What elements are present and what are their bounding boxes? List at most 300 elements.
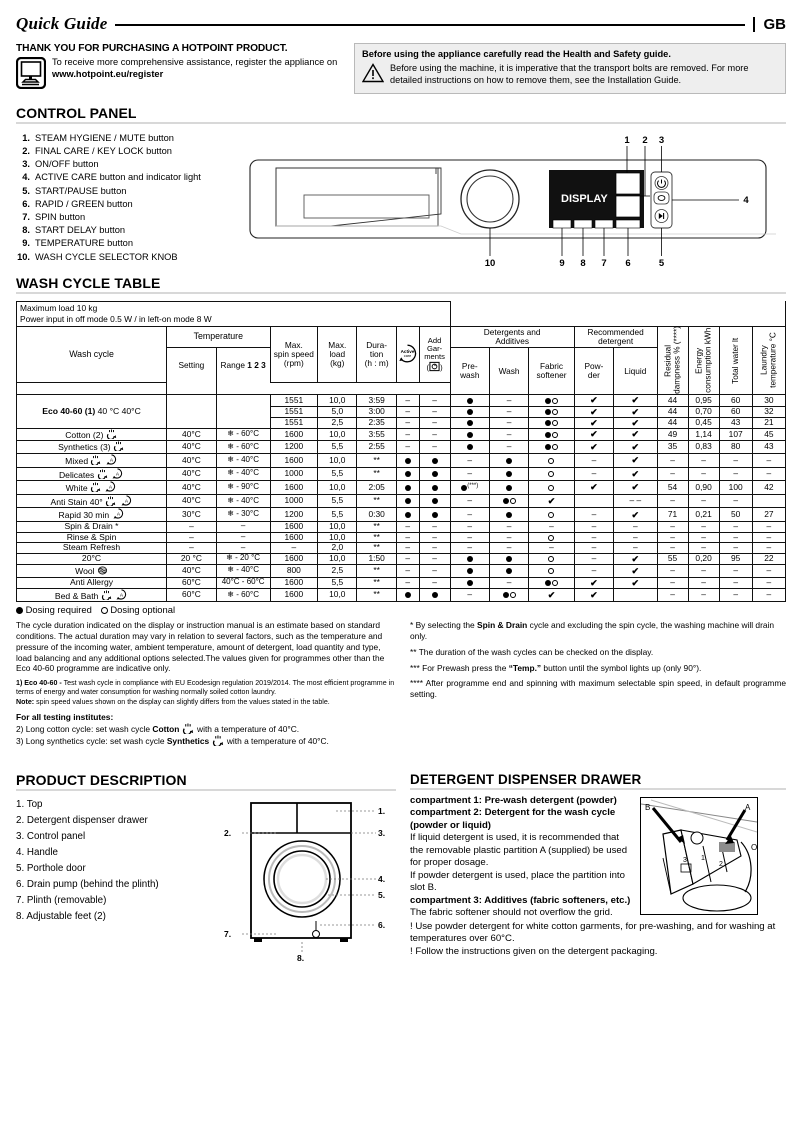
spin-speed-cell: – (270, 543, 318, 554)
liquid-cell: – (614, 532, 657, 543)
svg-text:4: 4 (743, 194, 749, 206)
cycle-name-cell: White A (17, 481, 167, 495)
th-duration: Dura- tion (h : m) (357, 326, 396, 383)
laundry-temp-cell: 43 (752, 441, 785, 454)
th-temperature: Temperature (167, 326, 270, 348)
energy-cell: 0,70 (688, 406, 719, 417)
wash-cell: – (489, 428, 528, 441)
setting-cell: 40°C (167, 441, 217, 454)
register-text: To receive more comprehensive assistance, register the appliance on (52, 57, 338, 67)
energy-cell: – (688, 577, 719, 588)
item-number: 4. (22, 172, 30, 183)
max-load-cell: 5,5 (318, 577, 357, 588)
th-max-load: Max. load (kg) (318, 326, 357, 383)
item-number: 10. (17, 251, 30, 262)
duration-cell: 2:35 (357, 417, 396, 428)
residual-dampness-cell: 54 (657, 481, 688, 495)
energy-cell: 0,83 (688, 441, 719, 454)
liquid-cell: ✔ (614, 553, 657, 564)
control-panel-item (16, 224, 246, 237)
add-garments-icon: ( ) (426, 363, 443, 373)
note-duration-display: ** The duration of the wash cycles can be checked on the display. (410, 646, 654, 657)
fabric-softener-cell (529, 467, 575, 481)
item-label: TEMPERATURE button (35, 238, 133, 249)
table-row (17, 577, 786, 588)
max-load-cell: 5,5 (318, 467, 357, 481)
max-load-cell: 5,5 (318, 508, 357, 522)
powder-cell: ✔ (574, 481, 613, 495)
active-care-cell (396, 481, 419, 495)
note-long-synthetics: 3) Long synthetics cycle: set wash cycle Synthetics with a temperature of 40°C. (16, 736, 329, 747)
powder-cell: – (574, 522, 613, 533)
th-setting: Setting (167, 348, 217, 383)
item-number: 2. (22, 146, 30, 157)
fabric-softener-cell (529, 508, 575, 522)
duration-cell: 2:55 (357, 441, 396, 454)
water-cell: 43 (719, 417, 752, 428)
cycle-name-cell: Rapid 30 min A (17, 508, 167, 522)
section-divider (16, 122, 786, 124)
drawer-label-b: B (645, 802, 651, 812)
laundry-temp-cell: 27 (752, 508, 785, 522)
laundry-temp-cell: – (752, 522, 785, 533)
cycle-name-cell: Delicates A (17, 467, 167, 481)
powder-cell: ✔ (574, 395, 613, 406)
svg-text:A: A (124, 499, 128, 505)
table-row (17, 494, 786, 508)
safety-callout (354, 43, 786, 94)
energy-cell: – (688, 532, 719, 543)
table-row (17, 428, 786, 441)
table-row (17, 565, 786, 578)
liquid-cell: ✔ (614, 428, 657, 441)
prewash-cell (450, 577, 489, 588)
energy-cell: 0,20 (688, 553, 719, 564)
setting-cell: 40°C (167, 494, 217, 508)
active-care-cell (396, 588, 419, 602)
energy-cell: – (688, 467, 719, 481)
max-load-cell: 2,5 (318, 417, 357, 428)
liquid-cell: – (614, 543, 657, 554)
water-cell: 80 (719, 441, 752, 454)
svg-text:9: 9 (559, 257, 565, 269)
thank-you-block (16, 43, 342, 94)
max-load-cell: 10,0 (318, 428, 357, 441)
add-garments-cell: – (419, 522, 450, 533)
wash-cell (489, 494, 528, 508)
wash-cell: – (489, 543, 528, 554)
max-load-cell: 2,5 (318, 565, 357, 578)
energy-cell: – (688, 543, 719, 554)
fabric-softener-cell (529, 481, 575, 495)
setting-cell: 30°C (167, 508, 217, 522)
liquid-cell: ✔ (614, 406, 657, 417)
table-row (17, 441, 786, 454)
spin-speed-cell: 1600 (270, 453, 318, 467)
th-prewash: Pre- wash (450, 348, 489, 395)
table-row (17, 481, 786, 495)
duration-cell: ** (357, 494, 396, 508)
th-max-spin: Max. spin speed (rpm) (270, 326, 318, 383)
active-care-cell: – (396, 565, 419, 578)
item-number: 9. (22, 238, 30, 249)
wash-cell: – (489, 532, 528, 543)
powder-cell: – (574, 543, 613, 554)
water-cell: 100 (719, 481, 752, 495)
fabric-softener-cell: – (529, 522, 575, 533)
residual-dampness-cell: 44 (657, 417, 688, 428)
th-total-water: Total water lt (719, 326, 752, 395)
powder-cell: – (574, 532, 613, 543)
svg-text:A: A (120, 593, 124, 599)
range-cell: ❄ - 60°C (216, 428, 270, 441)
svg-text:2: 2 (642, 134, 648, 146)
prewash-cell: – (450, 494, 489, 508)
wash-cell (489, 588, 528, 602)
compartment-3-label: compartment 3: Additives (fabric softeners, etc.) (410, 894, 631, 906)
power-input-info: Power input in off mode 0.5 W / in left-on mode 8 W (20, 313, 212, 324)
th-setting-spacer (17, 383, 167, 395)
wash-cycle-table (16, 301, 786, 603)
spin-speed-cell: 1600 (270, 481, 318, 495)
add-garments-cell (419, 453, 450, 467)
cycle-name-cell: Steam Refresh (17, 543, 167, 554)
fabric-softener-cell (529, 577, 575, 588)
range-cell: ❄ - 30°C (216, 508, 270, 522)
washing-machine-diagram (216, 791, 396, 968)
control-panel-item (16, 158, 246, 171)
max-load-cell: 5,5 (318, 494, 357, 508)
control-panel-legend (16, 132, 246, 264)
laundry-temp-cell: – (752, 532, 785, 543)
th-fabric-softener: Fabric softener (529, 348, 575, 395)
control-panel-diagram (246, 132, 786, 269)
duration-cell: ** (357, 467, 396, 481)
active-care-cell: – (396, 395, 419, 406)
note-long-cotton: 2) Long cotton cycle: set wash cycle Cotton with a temperature of 40°C. (16, 724, 300, 735)
product-description-title: PRODUCT DESCRIPTION (16, 771, 187, 788)
duration-cell: 2:05 (357, 481, 396, 495)
add-garments-cell: – (419, 428, 450, 441)
duration-cell: ** (357, 588, 396, 602)
testing-institutes-title: For all testing institutes: (16, 711, 114, 722)
duration-cell: ** (357, 577, 396, 588)
add-garments-cell: – (419, 577, 450, 588)
table-row (17, 467, 786, 481)
spin-speed-cell: 1600 (270, 532, 318, 543)
duration-cell: ** (357, 532, 396, 543)
detergent-drawer-section (410, 761, 786, 968)
svg-text:2.: 2. (224, 827, 232, 838)
compartment-2-body-2: If powder detergent is used, place the partition into slot B. (410, 869, 625, 894)
svg-text:7.: 7. (224, 928, 232, 939)
svg-text:3: 3 (658, 134, 665, 146)
prewash-cell (450, 553, 489, 564)
th-recommended-detergent: Recommended detergent (574, 326, 657, 348)
active-care-cell: – (396, 441, 419, 454)
wash-cell (489, 453, 528, 467)
item-label: START DELAY button (35, 225, 126, 236)
prewash-cell (450, 428, 489, 441)
water-cell: 60 (719, 406, 752, 417)
add-garments-cell: – (419, 543, 450, 554)
water-cell: – (719, 467, 752, 481)
fabric-softener-cell (529, 441, 575, 454)
range-cell: ❄ - 90°C (216, 481, 270, 495)
spin-speed-cell: 1600 (270, 577, 318, 588)
language-code: GB (753, 17, 787, 32)
water-cell: – (719, 577, 752, 588)
energy-cell: – (688, 588, 719, 602)
water-cell: 107 (719, 428, 752, 441)
item-label: WASH CYCLE SELECTOR KNOB (35, 251, 178, 262)
energy-cell: – (688, 565, 719, 578)
svg-text:1: 1 (624, 134, 630, 146)
setting-cell: – (167, 543, 217, 554)
cycle-name-cell: Mixed A (17, 453, 167, 467)
energy-cell: – (688, 494, 719, 508)
item-label: RAPID / GREEN button (35, 198, 133, 209)
compartment-2-body: If liquid detergent is used, it is recommended that the removable plastic partition A (supplied) be used for proper dosage. (410, 832, 628, 869)
note-prewash: *** For Prewash press the “Temp.” button until the symbol lights up (only 90°). (410, 662, 702, 673)
detergent-drawer-image (640, 797, 758, 915)
item-number: 8. (22, 225, 30, 236)
control-panel-item (16, 132, 246, 145)
powder-cell: ✔ (574, 428, 613, 441)
product-description-item: 2. Detergent dispenser drawer (16, 814, 148, 826)
powder-cell: ✔ (574, 577, 613, 588)
wash-cell: – (489, 577, 528, 588)
residual-dampness-cell: 49 (657, 428, 688, 441)
laundry-temp-cell: 30 (752, 395, 785, 406)
water-cell: 95 (719, 553, 752, 564)
svg-text:DISPLAY: DISPLAY (561, 192, 608, 205)
steam-icon (212, 736, 225, 746)
liquid-cell: ✔ (614, 577, 657, 588)
note-duration: The cycle duration indicated on the display or instruction manual is an estimate based on standard conditions. The actual duration may vary in relation to several factors, such as the temperature and pressure of the incoming water, ambient temperature, amount of detergent, load quantity and type, load balancing and any additional options selected.The values given for programmes other than the Eco 40-60 programme are indicative only. (16, 620, 385, 674)
powder-cell (574, 494, 613, 508)
cycle-name-cell: Spin & Drain * (17, 522, 167, 533)
residual-dampness-cell: – (657, 543, 688, 554)
laundry-temp-cell: 32 (752, 406, 785, 417)
duration-cell: 1:50 (357, 553, 396, 564)
energy-cell: 0,90 (688, 481, 719, 495)
duration-cell: ** (357, 565, 396, 578)
residual-dampness-cell: – (657, 494, 688, 508)
svg-text:O: O (751, 842, 757, 852)
duration-cell: ** (357, 453, 396, 467)
fabric-softener-cell (529, 453, 575, 467)
active-care-cell: – (396, 532, 419, 543)
spin-speed-cell: 1551 (270, 395, 318, 406)
prewash-cell (450, 395, 489, 406)
cycle-name-cell: Bed & Bath A (17, 588, 167, 602)
residual-dampness-cell: – (657, 588, 688, 602)
laundry-temp-cell: – (752, 577, 785, 588)
range-cell: ❄ - 40°C (216, 565, 270, 578)
powder-cell: – (574, 467, 613, 481)
section-divider-2 (16, 292, 786, 294)
laundry-temp-cell: – (752, 565, 785, 578)
active-care-cell: – (396, 428, 419, 441)
max-load-cell: 10,0 (318, 453, 357, 467)
fabric-softener-cell (529, 553, 575, 564)
safety-heading: Before using the appliance carefully read the Health and Safety guide. (362, 49, 671, 59)
active-care-cell: – (396, 417, 419, 428)
range-cell: 40°C - 60°C (216, 577, 270, 588)
energy-cell: – (688, 522, 719, 533)
steam-icon (182, 724, 195, 734)
cycle-name-cell: Rinse & Spin (17, 532, 167, 543)
warning-triangle-icon (362, 63, 384, 85)
setting-cell: 60°C (167, 577, 217, 588)
water-cell: – (719, 543, 752, 554)
powder-cell: – (574, 553, 613, 564)
max-load-cell: 10,0 (318, 532, 357, 543)
prewash-cell: – (450, 453, 489, 467)
liquid-cell: – (614, 522, 657, 533)
svg-text:1.: 1. (378, 805, 386, 816)
range-cell: ❄ - 60°C (216, 441, 270, 454)
powder-cell: ✔ (574, 406, 613, 417)
range-cell: ❄ - 40°C (216, 494, 270, 508)
product-description-item: 7. Plinth (removable) (16, 894, 107, 906)
powder-cell: ✔ (574, 441, 613, 454)
laundry-temp-cell: – (752, 467, 785, 481)
fabric-softener-cell (529, 417, 575, 428)
spin-speed-cell: 1551 (270, 406, 318, 417)
duration-cell: 3:59 (357, 395, 396, 406)
item-label: FINAL CARE / KEY LOCK button (35, 146, 172, 157)
table-row (17, 532, 786, 543)
wash-cell: – (489, 417, 528, 428)
max-load-cell: 5,0 (318, 406, 357, 417)
water-cell: – (719, 453, 752, 467)
item-number: 5. (22, 185, 30, 196)
svg-text:A: A (116, 512, 120, 518)
max-load-cell: 10,0 (318, 481, 357, 495)
th-range: Range 1 2 3 (216, 348, 270, 383)
setting-cell: 60°C (167, 588, 217, 602)
residual-dampness-cell: – (657, 453, 688, 467)
table-row (17, 508, 786, 522)
powder-cell: ✔ (574, 417, 613, 428)
energy-cell: 1,14 (688, 428, 719, 441)
product-description-item: 3. Control panel (16, 830, 86, 842)
setting-cell: 40°C (167, 428, 217, 441)
laundry-temp-cell: – (752, 543, 785, 554)
product-description-item: 8. Adjustable feet (2) (16, 910, 106, 922)
fabric-softener-cell (529, 565, 575, 578)
powder-cell: – (574, 565, 613, 578)
detergent-drawer-title: DETERGENT DISPENSER DRAWER (410, 771, 642, 787)
add-garments-cell: – (419, 395, 450, 406)
notes-left (16, 620, 396, 752)
max-load-cell: 10,0 (318, 553, 357, 564)
svg-text:10: 10 (484, 257, 496, 269)
control-panel-item (16, 237, 246, 250)
compartment-1-label: compartment 1: Pre-wash detergent (powder) (410, 794, 617, 806)
setting-cell: – (167, 532, 217, 543)
svg-text:2: 2 (719, 860, 723, 868)
residual-dampness-cell: – (657, 577, 688, 588)
active-care-cell (396, 494, 419, 508)
product-description-item: 1. Top (16, 798, 43, 810)
water-cell: – (719, 588, 752, 602)
setting-cell (167, 395, 217, 428)
setting-cell: 40°C (167, 481, 217, 495)
cycle-name-cell: Anti Allergy (17, 577, 167, 588)
liquid-cell (614, 588, 657, 602)
svg-text:8: 8 (580, 257, 586, 269)
svg-text:7: 7 (601, 257, 607, 269)
table-row (17, 395, 786, 406)
duration-cell: 0:30 (357, 508, 396, 522)
add-garments-cell (419, 494, 450, 508)
max-load-cell: 10,0 (318, 395, 357, 406)
table-info-cell (17, 301, 451, 326)
max-load-cell: 5,5 (318, 441, 357, 454)
spin-speed-cell: 1000 (270, 494, 318, 508)
product-description-item: 5. Porthole door (16, 862, 86, 874)
add-garments-cell: – (419, 441, 450, 454)
fabric-softener-cell (529, 532, 575, 543)
water-cell: 60 (719, 395, 752, 406)
note-after-programme: **** After programme end and spinning with maximum selectable spin speed, in default programme setting. (410, 678, 786, 700)
liquid-cell: ✔ (614, 467, 657, 481)
range-cell: – (216, 543, 270, 554)
prewash-cell: – (450, 543, 489, 554)
thank-you-heading: THANK YOU FOR PURCHASING A HOTPOINT PRODUCT. (16, 43, 288, 54)
laundry-temp-cell: 45 (752, 428, 785, 441)
prewash-cell (450, 406, 489, 417)
th-wash-cycle: Wash cycle (17, 326, 167, 383)
liquid-cell: ✔ (614, 453, 657, 467)
prewash-cell: – (450, 508, 489, 522)
spin-speed-cell: 1200 (270, 508, 318, 522)
spin-speed-cell: 1600 (270, 428, 318, 441)
register-url[interactable]: www.hotpoint.eu/register (52, 68, 164, 79)
max-load-cell: 2,0 (318, 543, 357, 554)
prewash-cell: – (450, 467, 489, 481)
dosing-optional-icon (101, 607, 108, 614)
svg-text:5.: 5. (378, 889, 386, 900)
active-care-cell (396, 453, 419, 467)
setting-cell: 40°C (167, 453, 217, 467)
max-load-cell: 10,0 (318, 588, 357, 602)
control-panel-item (16, 198, 246, 211)
water-cell: 50 (719, 508, 752, 522)
residual-dampness-cell: – (657, 532, 688, 543)
dosing-optional-label: Dosing optional (110, 604, 176, 616)
cycle-name-cell: Wool (17, 565, 167, 578)
laundry-temp-cell: – (752, 588, 785, 602)
wash-cell: – (489, 522, 528, 533)
th-laundry-temperature: Laundry temperature °C (752, 326, 785, 395)
spin-speed-cell: 1600 (270, 522, 318, 533)
wash-cycle-table-title: WASH CYCLE TABLE (16, 274, 161, 291)
table-row (17, 543, 786, 554)
svg-text:4.: 4. (378, 873, 386, 884)
duration-cell: ** (357, 543, 396, 554)
prewash-cell: – (450, 522, 489, 533)
note-eco-regulation: 1) Eco 40-60 - Test wash cycle in compliance with EU Ecodesign regulation 2019/2014. The most efficient programme in terms of energy and water consumption for washing normally soiled cotton laundry. Note: spin speed values shown on the display can slightly differs from the values stated in the table. (16, 679, 395, 706)
spin-speed-cell: 1000 (270, 467, 318, 481)
liquid-cell: ✔ (614, 565, 657, 578)
setting-cell: – (167, 522, 217, 533)
fabric-softener-cell: – (529, 543, 575, 554)
svg-text:care: care (403, 354, 412, 359)
